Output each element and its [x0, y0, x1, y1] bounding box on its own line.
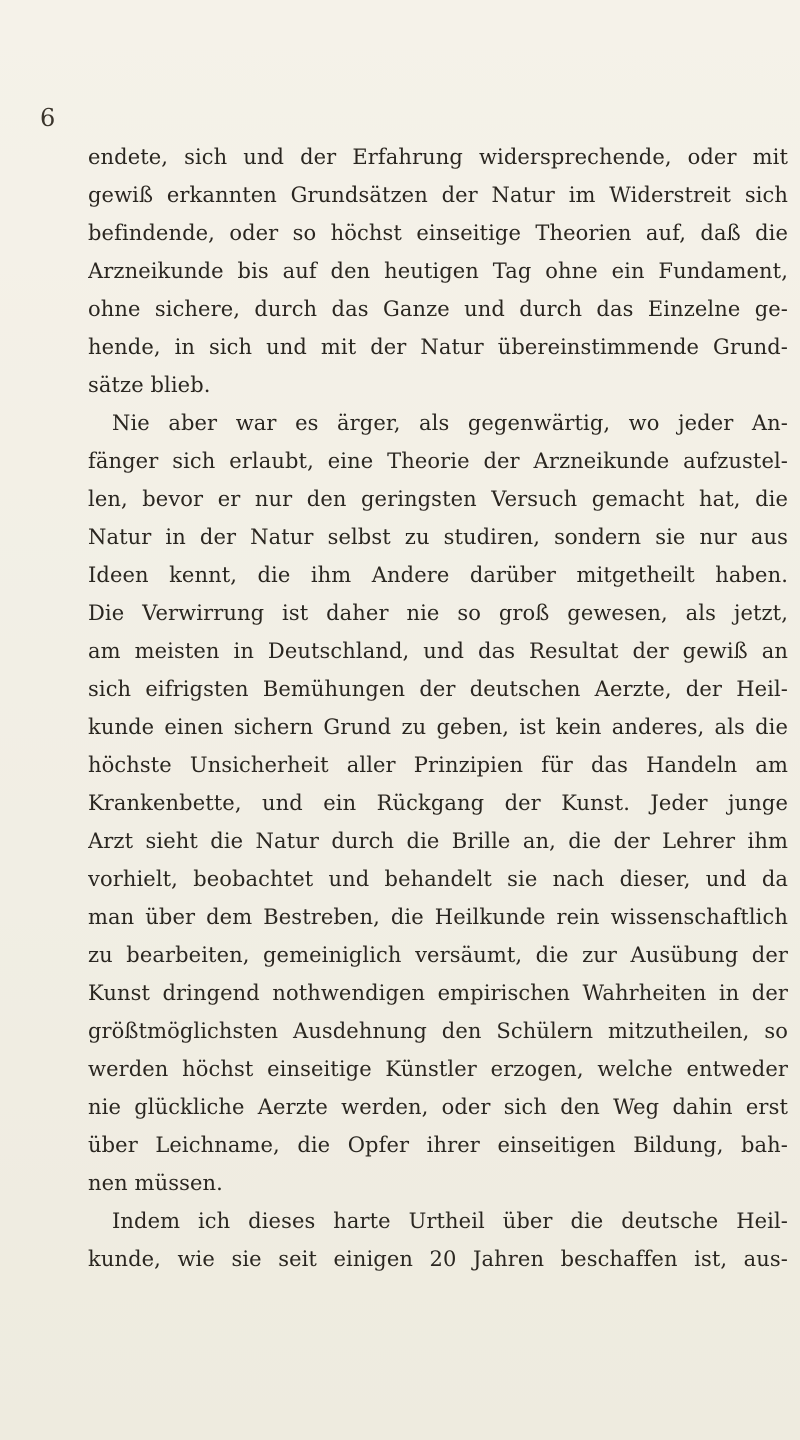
- text-line: Die Verwirrung ist daher nie so groß gewesen, als jetzt,: [88, 601, 788, 625]
- text-line: Ideen kennt, die ihm Andere darüber mitgetheilt haben.: [88, 563, 788, 587]
- text-line: endete, sich und der Erfahrung widersprechende, oder mit: [88, 145, 788, 169]
- text-line: len, bevor er nur den geringsten Versuch gemacht hat, die: [88, 487, 788, 511]
- text-line: nie glückliche Aerzte werden, oder sich den Weg dahin erst: [88, 1095, 788, 1119]
- text-line: Krankenbette, und ein Rückgang der Kunst. Jeder junge: [88, 791, 788, 815]
- text-line: ohne sichere, durch das Ganze und durch das Einzelne ge-: [88, 297, 788, 321]
- text-line: Indem ich dieses harte Urtheil über die deutsche Heil-: [112, 1209, 788, 1233]
- text-line: sätze blieb.: [88, 373, 211, 397]
- text-line: kunde, wie sie seit einigen 20 Jahren beschaffen ist, aus-: [88, 1247, 788, 1271]
- text-line: fänger sich erlaubt, eine Theorie der Arzneikunde aufzustel-: [88, 449, 788, 473]
- text-line: über Leichname, die Opfer ihrer einseitigen Bildung, bah-: [88, 1133, 788, 1157]
- page-number: 6: [40, 104, 56, 132]
- text-line: Nie aber war es ärger, als gegenwärtig, wo jeder An-: [112, 411, 788, 435]
- text-line: hende, in sich und mit der Natur übereinstimmende Grund-: [88, 335, 788, 359]
- text-line: Arzneikunde bis auf den heutigen Tag ohne ein Fundament,: [88, 259, 788, 283]
- text-line: Arzt sieht die Natur durch die Brille an, die der Lehrer ihm: [88, 829, 788, 853]
- text-line: Natur in der Natur selbst zu studiren, sondern sie nur aus: [88, 525, 788, 549]
- text-line: vorhielt, beobachtet und behandelt sie nach dieser, und da: [88, 867, 788, 891]
- text-line: sich eifrigsten Bemühungen der deutschen Aerzte, der Heil-: [88, 677, 788, 701]
- text-line: zu bearbeiten, gemeiniglich versäumt, die zur Ausübung der: [88, 943, 788, 967]
- text-line: am meisten in Deutschland, und das Resultat der gewiß an: [88, 639, 788, 663]
- text-line: gewiß erkannten Grundsätzen der Natur im Widerstreit sich: [88, 183, 788, 207]
- text-line: größtmöglichsten Ausdehnung den Schülern mitzutheilen, so: [88, 1019, 788, 1043]
- text-line: man über dem Bestreben, die Heilkunde rein wissenschaftlich: [88, 905, 788, 929]
- text-line: kunde einen sichern Grund zu geben, ist kein anderes, als die: [88, 715, 788, 739]
- text-line: nen müssen.: [88, 1171, 223, 1195]
- text-line: befindende, oder so höchst einseitige Theorien auf, daß die: [88, 221, 788, 245]
- text-line: Kunst dringend nothwendigen empirischen Wahrheiten in der: [88, 981, 788, 1005]
- text-line: höchste Unsicherheit aller Prinzipien für das Handeln am: [88, 753, 788, 777]
- text-line: werden höchst einseitige Künstler erzogen, welche entweder: [88, 1057, 788, 1081]
- body-text: [88, 138, 788, 1278]
